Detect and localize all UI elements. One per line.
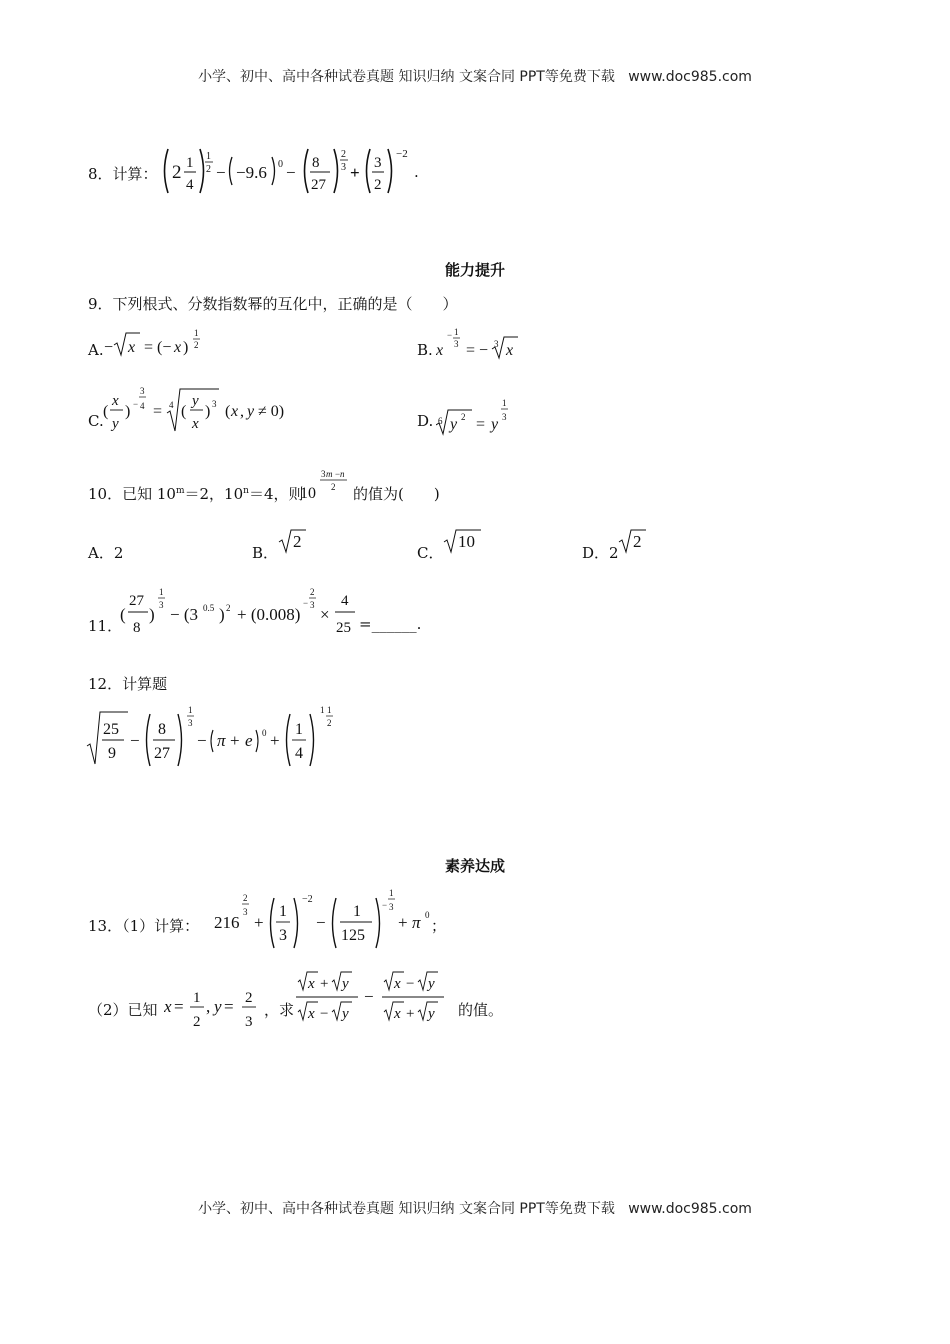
question-10-stem-part2: ＝2，10: [184, 485, 244, 503]
section-title-literacy: 素养达成: [444, 857, 505, 875]
svg-text:x: x: [192, 416, 199, 432]
svg-text:): ): [219, 605, 225, 624]
svg-text:2: 2: [245, 990, 253, 1006]
question-10-option-a: A．2: [88, 544, 124, 562]
svg-text:(: (: [120, 605, 126, 624]
svg-text:25: 25: [103, 721, 119, 738]
svg-text:2: 2: [193, 1014, 201, 1030]
svg-text:y: y: [192, 393, 199, 409]
svg-text:2: 2: [243, 893, 248, 903]
svg-text:1: 1: [193, 990, 201, 1006]
svg-text:2: 2: [172, 162, 182, 183]
question-9-option-b-label: B.: [417, 341, 433, 359]
svg-text:): ): [205, 403, 211, 420]
question-10-stem-part3: ＝4，则: [248, 485, 304, 503]
svg-text:3: 3: [502, 412, 507, 422]
svg-text:−: −: [335, 469, 341, 479]
svg-text:3: 3: [140, 386, 145, 396]
svg-text:): ): [149, 605, 155, 624]
svg-text:−: −: [382, 900, 388, 910]
svg-text:1: 1: [194, 328, 199, 338]
question-10-option-d-formula: [618, 526, 648, 556]
svg-text:−: −: [216, 163, 226, 182]
svg-text:−2: −2: [302, 894, 313, 905]
svg-text:4: 4: [140, 401, 145, 411]
svg-text:2: 2: [327, 718, 332, 728]
svg-text:−: −: [447, 330, 453, 340]
question-9-option-c-label: C.: [88, 412, 104, 430]
svg-text:3: 3: [243, 907, 248, 917]
svg-text:2: 2: [310, 587, 315, 597]
svg-text:=: =: [476, 416, 486, 433]
question-13-part2-tail: 的值。: [458, 1001, 504, 1019]
svg-text:1: 1: [186, 155, 194, 171]
question-13-part1-semicolon: ；: [431, 917, 447, 935]
svg-text:3: 3: [389, 902, 394, 912]
question-10-stem-tail: 的值为( ): [353, 485, 440, 503]
svg-text:1: 1: [159, 587, 164, 597]
svg-text:x: x: [506, 342, 514, 359]
question-11-label: 11．: [88, 617, 123, 635]
svg-text:n: n: [340, 469, 345, 479]
svg-text:=: =: [174, 997, 184, 1016]
svg-text:−: −: [320, 1006, 329, 1022]
svg-text:4: 4: [341, 593, 349, 609]
question-9-option-d-formula: [436, 396, 526, 438]
svg-text:3: 3: [279, 927, 287, 944]
svg-text:−: −: [130, 731, 140, 750]
svg-text:2: 2: [206, 164, 211, 175]
svg-text:1: 1: [295, 721, 303, 738]
question-9-stem: 9．下列根式、分数指数幂的互化中，正确的是（ ）: [88, 295, 458, 313]
svg-text:x: x: [112, 393, 119, 409]
svg-text:−: −: [133, 399, 139, 409]
svg-text:y: y: [342, 1006, 349, 1022]
svg-text:×: ×: [320, 605, 330, 624]
svg-text:2: 2: [226, 603, 231, 613]
question-9-option-a-label: A.: [88, 341, 104, 359]
svg-text:3: 3: [310, 600, 315, 610]
svg-text:8: 8: [158, 721, 166, 738]
svg-text:27: 27: [311, 177, 326, 193]
svg-text:10: 10: [458, 532, 475, 551]
svg-text:2: 2: [331, 482, 336, 492]
question-13-label: 13．（1）计算：: [88, 917, 200, 935]
svg-text:x: x: [308, 1006, 315, 1022]
svg-text:2: 2: [293, 532, 302, 551]
svg-text:+: +: [270, 731, 280, 750]
svg-text:e: e: [245, 731, 253, 750]
svg-text:m: m: [326, 469, 333, 479]
svg-text:1: 1: [320, 705, 325, 715]
svg-text:+ (0.008): + (0.008): [237, 605, 301, 624]
question-9-option-c-formula: [103, 383, 303, 438]
question-8-period: .: [414, 163, 419, 181]
question-10-stem-part1: 10．已知 10: [88, 485, 176, 503]
svg-text:0.5: 0.5: [203, 603, 215, 613]
svg-text:−9.6: −9.6: [236, 163, 267, 182]
svg-text:−: −: [406, 976, 415, 992]
svg-text:216: 216: [214, 913, 240, 932]
svg-text:+: +: [254, 913, 264, 932]
svg-text:y: y: [247, 403, 255, 420]
svg-text:x: x: [394, 1006, 401, 1022]
svg-text:3: 3: [212, 399, 217, 409]
svg-text:x: x: [394, 976, 401, 992]
svg-text:y: y: [428, 1006, 435, 1022]
svg-text:3: 3: [245, 1014, 253, 1030]
svg-text:3: 3: [494, 339, 499, 349]
page-footer: 小学、初中、高中各种试卷真题 知识归纳 文案合同 PPT等免费下载 www.doc985.com: [198, 1201, 752, 1217]
svg-text:,: ,: [240, 403, 244, 420]
svg-text:= (−: = (−: [144, 339, 172, 356]
question-13-part1-formula: [212, 888, 437, 950]
svg-text:+: +: [230, 731, 240, 750]
question-10-option-b-label: B．: [252, 544, 279, 562]
svg-text:1: 1: [206, 151, 211, 162]
question-11-blank: =______.: [359, 615, 422, 633]
svg-text:2: 2: [374, 177, 382, 193]
svg-text:(: (: [181, 403, 187, 420]
svg-text:0: 0: [425, 910, 430, 920]
svg-text:3: 3: [454, 339, 459, 349]
svg-text:2: 2: [633, 532, 642, 551]
svg-text:−: −: [316, 913, 326, 932]
question-10-option-b-formula: [278, 526, 308, 556]
svg-text:(: (: [225, 403, 231, 420]
svg-text:−: −: [286, 163, 296, 182]
question-9-option-b-formula: [436, 325, 526, 363]
svg-text:8: 8: [312, 155, 320, 171]
svg-text:y: y: [491, 416, 499, 433]
svg-text:= −: = −: [466, 342, 489, 359]
question-10-option-d-label: D．2: [582, 544, 619, 562]
svg-text:3: 3: [159, 600, 164, 610]
svg-text:y: y: [428, 976, 435, 992]
svg-text:x: x: [164, 997, 172, 1016]
svg-text:4: 4: [169, 400, 174, 410]
svg-text:+: +: [406, 1006, 415, 1022]
svg-text:3: 3: [321, 469, 326, 479]
question-10-option-c-label: C．: [417, 544, 444, 562]
svg-text:): ): [183, 339, 189, 356]
svg-text:1: 1: [279, 903, 287, 920]
svg-text:27: 27: [129, 593, 144, 609]
question-8-label: 8．计算：: [88, 165, 158, 183]
svg-text:0: 0: [262, 728, 267, 738]
page-header: 小学、初中、高中各种试卷真题 知识归纳 文案合同 PPT等免费下载 www.doc985.com: [198, 69, 752, 85]
svg-text:−: −: [303, 598, 309, 608]
question-13-part2-expression: [296, 968, 460, 1032]
svg-text:x: x: [308, 976, 315, 992]
svg-text:2: 2: [194, 340, 199, 350]
svg-text:0: 0: [278, 159, 283, 170]
svg-text:3: 3: [341, 162, 346, 173]
svg-text:−: −: [364, 987, 374, 1006]
svg-text:,: ,: [206, 997, 211, 1016]
svg-text:10: 10: [300, 485, 316, 502]
question-9-option-d-label: D.: [417, 412, 434, 430]
svg-text:−2: −2: [396, 148, 408, 160]
svg-text:3: 3: [188, 718, 193, 728]
svg-text:1: 1: [353, 903, 361, 920]
svg-text:y: y: [112, 416, 119, 432]
svg-text:+: +: [350, 163, 360, 182]
svg-text:≠ 0): ≠ 0): [258, 403, 285, 420]
question-12-label: 12．计算题: [88, 675, 168, 693]
svg-text:125: 125: [341, 927, 365, 944]
question-10-power-formula: [300, 466, 350, 502]
svg-text:=: =: [224, 997, 234, 1016]
question-10-sup-n: n: [243, 486, 249, 496]
question-11-formula: [120, 584, 370, 640]
svg-text:1: 1: [454, 327, 459, 337]
svg-text:(: (: [103, 403, 109, 420]
svg-text:x: x: [436, 342, 444, 359]
svg-text:− (3: − (3: [170, 605, 198, 624]
svg-text:x: x: [174, 339, 182, 356]
svg-text:4: 4: [186, 177, 194, 193]
svg-text:y: y: [214, 997, 222, 1016]
question-12-formula: [86, 704, 346, 770]
svg-text:25: 25: [336, 620, 351, 636]
svg-text:x: x: [128, 339, 136, 356]
question-13-part2-mid: ，求: [264, 1001, 295, 1019]
svg-text:1: 1: [502, 398, 507, 408]
svg-text:2: 2: [461, 412, 466, 422]
svg-text:1: 1: [327, 705, 332, 715]
svg-text:): ): [125, 403, 131, 420]
svg-text:27: 27: [154, 745, 170, 762]
question-10-option-c-formula: [443, 526, 483, 556]
svg-text:1: 1: [389, 888, 394, 898]
svg-text:−: −: [197, 731, 207, 750]
svg-text:+: +: [320, 976, 329, 992]
svg-text:x: x: [231, 403, 239, 420]
svg-text:1: 1: [188, 705, 193, 715]
svg-text:−: −: [104, 339, 114, 356]
svg-text:9: 9: [108, 745, 116, 762]
svg-text:π: π: [217, 731, 226, 750]
question-8-formula: [160, 143, 430, 199]
question-13-part2-given: [164, 982, 268, 1032]
svg-text:6: 6: [438, 416, 443, 426]
question-10-sup-m: m: [175, 486, 185, 496]
svg-text:8: 8: [133, 620, 141, 636]
question-9-option-a-formula: [104, 325, 204, 361]
svg-text:=: =: [153, 403, 163, 420]
svg-text:2: 2: [341, 149, 346, 160]
question-13-part2-label: （2）已知: [88, 1001, 158, 1019]
question-10-stem: [88, 483, 303, 504]
svg-text:3: 3: [374, 155, 382, 171]
svg-text:+: +: [398, 913, 408, 932]
svg-text:π: π: [412, 913, 421, 932]
svg-text:4: 4: [295, 745, 303, 762]
section-title-ability: 能力提升: [444, 261, 505, 279]
svg-text:y: y: [450, 416, 458, 433]
svg-text:y: y: [342, 976, 349, 992]
